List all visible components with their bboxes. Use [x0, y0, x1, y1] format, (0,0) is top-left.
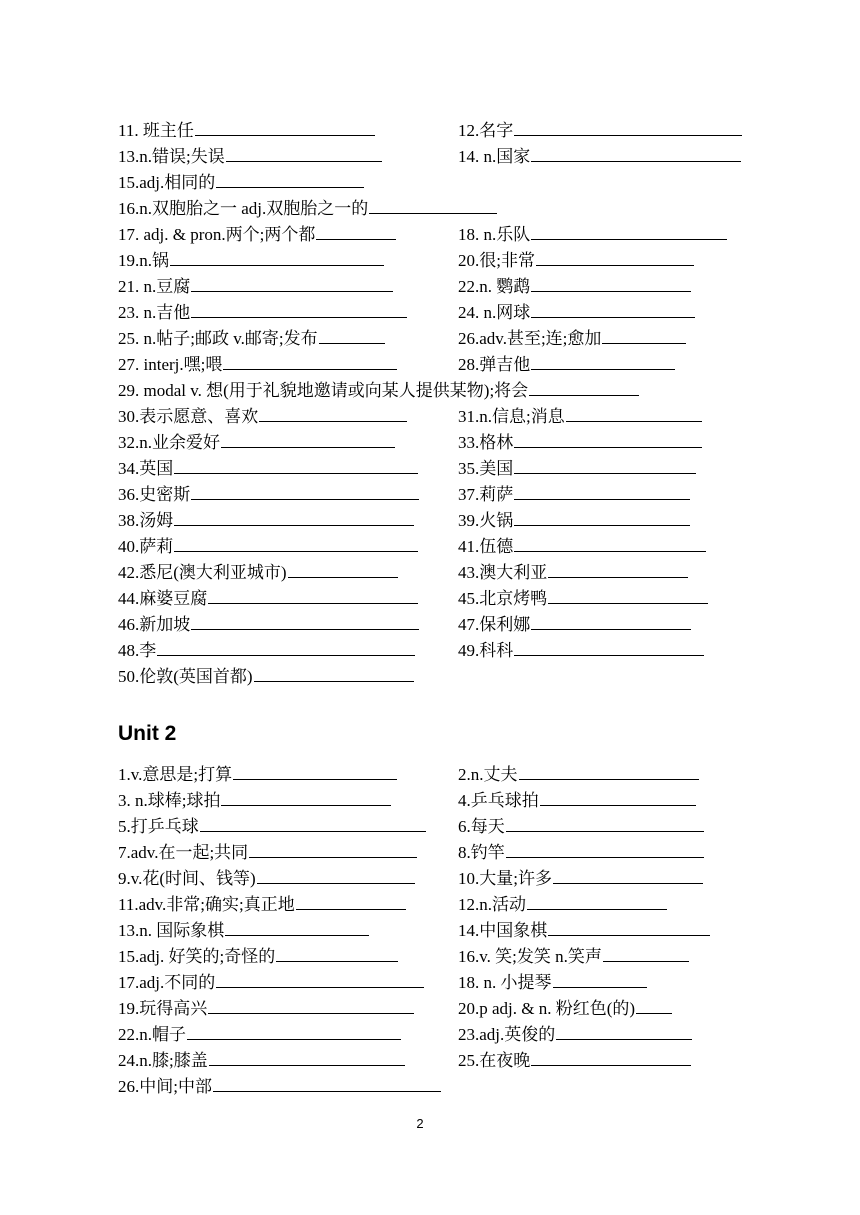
vocab-entry [118, 534, 418, 560]
answer-blank[interactable] [566, 405, 702, 422]
vocab-prompt: 11. 班主任 [118, 121, 194, 140]
vocab-prompt: 30.表示愿意、喜欢 [118, 407, 259, 426]
vocab-prompt: 1.v.意思是;打算 [118, 765, 233, 784]
vocab-prompt: 46.新加坡 [118, 615, 191, 634]
answer-blank[interactable] [259, 405, 407, 422]
vocab-prompt: 12.名字 [458, 121, 514, 140]
vocab-prompt: 47.保利娜 [458, 615, 531, 634]
vocab-entry [458, 840, 704, 866]
answer-blank[interactable] [506, 841, 704, 858]
answer-blank[interactable] [529, 379, 639, 396]
list-item [118, 996, 738, 1022]
vocab-entry [118, 970, 424, 996]
list-item [118, 892, 738, 918]
vocab-entry [458, 638, 704, 664]
answer-blank[interactable] [531, 145, 741, 162]
answer-blank[interactable] [209, 1049, 405, 1066]
list-item [118, 404, 738, 430]
answer-blank[interactable] [556, 1023, 692, 1040]
vocab-entry [458, 274, 691, 300]
vocab-entry [118, 664, 414, 690]
vocab-entry [118, 326, 385, 352]
list-item [118, 456, 738, 482]
list-item [118, 1048, 738, 1074]
answer-blank[interactable] [174, 457, 418, 474]
answer-blank[interactable] [221, 431, 395, 448]
vocab-prompt: 16.v. 笑;发笑 n.笑声 [458, 947, 602, 966]
vocab-entry [458, 508, 690, 534]
vocab-entry [458, 612, 691, 638]
vocab-entry [118, 144, 382, 170]
list-item [118, 762, 738, 788]
vocab-entry [118, 300, 407, 326]
answer-blank[interactable] [602, 327, 686, 344]
vocab-entry [118, 196, 497, 222]
vocab-prompt: 22.n. 鹦鹉 [458, 277, 531, 296]
vocab-prompt: 42.悉尼(澳大利亚城市) [118, 563, 287, 582]
vocab-prompt: 24. n.网球 [458, 303, 531, 322]
vocab-prompt: 34.英国 [118, 459, 174, 478]
answer-blank[interactable] [506, 815, 704, 832]
vocab-prompt: 15.adj. 好笑的;奇怪的 [118, 947, 276, 966]
list-item [118, 430, 738, 456]
list-item [118, 274, 738, 300]
vocab-prompt: 13.n. 国际象棋 [118, 921, 225, 940]
vocab-entry [118, 1022, 401, 1048]
list-item [118, 196, 738, 222]
vocab-prompt: 32.n.业余爱好 [118, 433, 220, 452]
vocab-prompt: 11.adv.非常;确实;真正地 [118, 895, 295, 914]
vocab-prompt: 18. n.乐队 [458, 225, 531, 244]
answer-blank[interactable] [254, 665, 414, 682]
vocab-entry [118, 1074, 441, 1100]
vocab-entry [118, 638, 415, 664]
answer-blank[interactable] [316, 223, 396, 240]
list-item [118, 638, 738, 664]
vocab-prompt: 33.格林 [458, 433, 514, 452]
list-item [118, 1074, 738, 1100]
answer-blank[interactable] [531, 223, 727, 240]
answer-blank[interactable] [536, 249, 694, 266]
vocab-entry [118, 1048, 405, 1074]
answer-blank[interactable] [288, 561, 398, 578]
vocab-entry [458, 1022, 692, 1048]
vocab-entry [118, 814, 426, 840]
vocab-prompt: 2.n.丈夫 [458, 765, 518, 784]
vocab-prompt: 37.莉萨 [458, 485, 514, 504]
vocab-prompt: 25. n.帖子;邮政 v.邮寄;发布 [118, 329, 318, 348]
vocab-entry [458, 404, 702, 430]
vocab-entry [118, 118, 375, 144]
vocab-prompt: 14. n.国家 [458, 147, 531, 166]
vocab-entry [458, 300, 695, 326]
answer-blank[interactable] [257, 867, 415, 884]
vocab-prompt: 45.北京烤鸭 [458, 589, 548, 608]
answer-blank[interactable] [540, 789, 696, 806]
answer-blank[interactable] [548, 919, 710, 936]
list-item [118, 222, 738, 248]
vocab-prompt: 26.中间;中部 [118, 1077, 212, 1096]
vocab-prompt: 23. n.吉他 [118, 303, 191, 322]
answer-blank[interactable] [531, 275, 691, 292]
list-item [118, 170, 738, 196]
vocab-prompt: 27. interj.嘿;喂 [118, 355, 223, 374]
list-item [118, 300, 738, 326]
list-item [118, 508, 738, 534]
list-item [118, 586, 738, 612]
vocab-prompt: 4.乒乓球拍 [458, 791, 539, 810]
answer-blank[interactable] [191, 483, 419, 500]
vocab-prompt: 9.v.花(时间、钱等) [118, 869, 256, 888]
list-item [118, 664, 738, 690]
vocab-entry [118, 560, 398, 586]
vocab-entry [118, 788, 391, 814]
answer-blank[interactable] [174, 535, 418, 552]
answer-blank[interactable] [296, 893, 406, 910]
vocab-prompt: 3. n.球棒;球拍 [118, 791, 221, 810]
list-item [118, 840, 738, 866]
answer-blank[interactable] [369, 197, 497, 214]
answer-blank[interactable] [208, 587, 418, 604]
vocab-prompt: 6.每天 [458, 817, 505, 836]
vocab-entry [458, 248, 694, 274]
vocab-entry [118, 762, 397, 788]
vocab-entry [458, 892, 667, 918]
vocab-prompt: 17.adj.不同的 [118, 973, 216, 992]
list-item [118, 118, 738, 144]
vocab-prompt: 13.n.错误;失误 [118, 147, 225, 166]
vocab-prompt: 7.adv.在一起;共同 [118, 843, 249, 862]
list-item [118, 866, 738, 892]
vocab-prompt: 19.玩得高兴 [118, 999, 208, 1018]
vocab-entry [458, 352, 675, 378]
vocab-prompt: 20.p adj. & n. 粉红色(的) [458, 999, 636, 1018]
vocab-prompt: 49.科科 [458, 641, 514, 660]
vocab-entry [118, 170, 364, 196]
vocab-prompt: 50.伦敦(英国首都) [118, 667, 253, 686]
answer-blank[interactable] [514, 431, 702, 448]
vocab-prompt: 10.大量;许多 [458, 869, 552, 888]
vocab-entry [118, 378, 639, 404]
vocab-entry [458, 918, 710, 944]
answer-blank[interactable] [233, 763, 397, 780]
answer-blank[interactable] [174, 509, 414, 526]
vocab-entry [118, 586, 418, 612]
answer-blank[interactable] [191, 613, 419, 630]
vocab-entry [118, 248, 384, 274]
answer-blank[interactable] [548, 561, 688, 578]
answer-blank[interactable] [221, 789, 391, 806]
list-item [118, 788, 738, 814]
vocab-prompt: 16.n.双胞胎之一 adj.双胞胎之一的 [118, 199, 369, 218]
vocab-entry [118, 274, 393, 300]
vocab-entry [118, 222, 396, 248]
vocab-entry [458, 222, 727, 248]
vocab-prompt: 18. n. 小提琴 [458, 973, 552, 992]
answer-blank[interactable] [191, 301, 407, 318]
vocab-entry [118, 892, 406, 918]
unit2-vocabulary-list [118, 762, 738, 1100]
answer-blank[interactable] [531, 613, 691, 630]
vocab-prompt: 31.n.信息;消息 [458, 407, 565, 426]
answer-blank[interactable] [208, 997, 414, 1014]
vocab-entry [458, 144, 741, 170]
vocab-entry [458, 762, 699, 788]
answer-blank[interactable] [548, 587, 708, 604]
answer-blank[interactable] [531, 301, 695, 318]
answer-blank[interactable] [514, 119, 742, 136]
answer-blank[interactable] [216, 171, 364, 188]
vocab-entry [118, 918, 369, 944]
vocab-prompt: 35.美国 [458, 459, 514, 478]
vocab-entry [118, 996, 414, 1022]
answer-blank[interactable] [213, 1075, 441, 1092]
answer-blank[interactable] [531, 353, 675, 370]
vocab-prompt: 5.打乒乓球 [118, 817, 199, 836]
vocab-prompt: 19.n.锅 [118, 251, 169, 270]
vocab-entry [118, 508, 414, 534]
answer-blank[interactable] [187, 1023, 401, 1040]
list-item [118, 352, 738, 378]
vocab-prompt: 26.adv.甚至;连;愈加 [458, 329, 602, 348]
answer-blank[interactable] [514, 457, 696, 474]
vocab-entry [458, 866, 703, 892]
list-item [118, 326, 738, 352]
vocab-entry [118, 430, 395, 456]
vocab-entry [458, 788, 696, 814]
vocab-entry [458, 560, 688, 586]
unit2-heading: Unit 2 [118, 722, 177, 745]
answer-blank[interactable] [191, 275, 393, 292]
vocab-entry [458, 1048, 691, 1074]
vocab-prompt: 12.n.活动 [458, 895, 526, 914]
answer-blank[interactable] [200, 815, 426, 832]
vocab-prompt: 39.火锅 [458, 511, 514, 530]
vocab-prompt: 43.澳大利亚 [458, 563, 548, 582]
vocab-prompt: 25.在夜晚 [458, 1051, 531, 1070]
vocab-prompt: 23.adj.英俊的 [458, 1025, 556, 1044]
vocab-prompt: 14.中国象棋 [458, 921, 548, 940]
vocab-prompt: 22.n.帽子 [118, 1025, 186, 1044]
answer-blank[interactable] [249, 841, 417, 858]
vocab-prompt: 21. n.豆腐 [118, 277, 191, 296]
answer-blank[interactable] [514, 639, 704, 656]
answer-blank[interactable] [226, 145, 382, 162]
vocab-prompt: 36.史密斯 [118, 485, 191, 504]
list-item [118, 944, 738, 970]
list-item [118, 814, 738, 840]
list-item [118, 534, 738, 560]
vocab-entry [458, 534, 706, 560]
answer-blank[interactable] [223, 353, 397, 370]
answer-blank[interactable] [170, 249, 384, 266]
vocab-entry [118, 482, 419, 508]
vocab-entry [458, 814, 704, 840]
list-item [118, 918, 738, 944]
vocab-entry [118, 404, 407, 430]
answer-blank[interactable] [514, 483, 690, 500]
answer-blank[interactable] [216, 971, 424, 988]
vocab-entry [118, 612, 419, 638]
vocab-prompt: 24.n.膝;膝盖 [118, 1051, 208, 1070]
list-item [118, 612, 738, 638]
vocab-entry [458, 118, 742, 144]
list-item [118, 248, 738, 274]
vocab-entry [118, 456, 418, 482]
vocab-entry [458, 996, 672, 1022]
answer-blank[interactable] [553, 971, 647, 988]
vocab-prompt: 38.汤姆 [118, 511, 174, 530]
list-item [118, 560, 738, 586]
list-item [118, 970, 738, 996]
vocab-entry [458, 456, 696, 482]
vocab-prompt: 41.伍德 [458, 537, 514, 556]
list-item [118, 482, 738, 508]
answer-blank[interactable] [553, 867, 703, 884]
answer-blank[interactable] [276, 945, 398, 962]
vocab-prompt: 15.adj.相同的 [118, 173, 216, 192]
answer-blank[interactable] [319, 327, 385, 344]
vocab-entry [458, 482, 690, 508]
vocab-prompt: 48.李 [118, 641, 157, 660]
vocab-entry [458, 430, 702, 456]
vocab-entry [118, 352, 397, 378]
answer-blank[interactable] [636, 997, 672, 1014]
list-item [118, 1022, 738, 1048]
vocab-prompt: 28.弹吉他 [458, 355, 531, 374]
vocab-entry [458, 326, 686, 352]
answer-blank[interactable] [514, 509, 690, 526]
answer-blank[interactable] [603, 945, 689, 962]
answer-blank[interactable] [531, 1049, 691, 1066]
vocab-entry [118, 944, 398, 970]
answer-blank[interactable] [527, 893, 667, 910]
vocab-prompt: 8.钓竿 [458, 843, 505, 862]
answer-blank[interactable] [514, 535, 706, 552]
vocab-entry [458, 944, 689, 970]
vocab-entry [118, 866, 415, 892]
answer-blank[interactable] [225, 919, 369, 936]
vocab-prompt: 44.麻婆豆腐 [118, 589, 208, 608]
vocab-entry [458, 586, 708, 612]
page-number: 2 [416, 1116, 424, 1131]
vocab-prompt: 40.萨莉 [118, 537, 174, 556]
vocab-prompt: 29. modal v. 想(用于礼貌地邀请或向某人提供某物);将会 [118, 381, 529, 400]
list-item [118, 378, 738, 404]
vocab-entry [118, 840, 417, 866]
vocab-prompt: 20.很;非常 [458, 251, 535, 270]
answer-blank[interactable] [519, 763, 699, 780]
unit1-vocabulary-list [118, 118, 738, 690]
list-item [118, 144, 738, 170]
vocab-prompt: 17. adj. & pron.两个;两个都 [118, 225, 316, 244]
answer-blank[interactable] [195, 119, 375, 136]
vocab-entry [458, 970, 647, 996]
answer-blank[interactable] [157, 639, 415, 656]
